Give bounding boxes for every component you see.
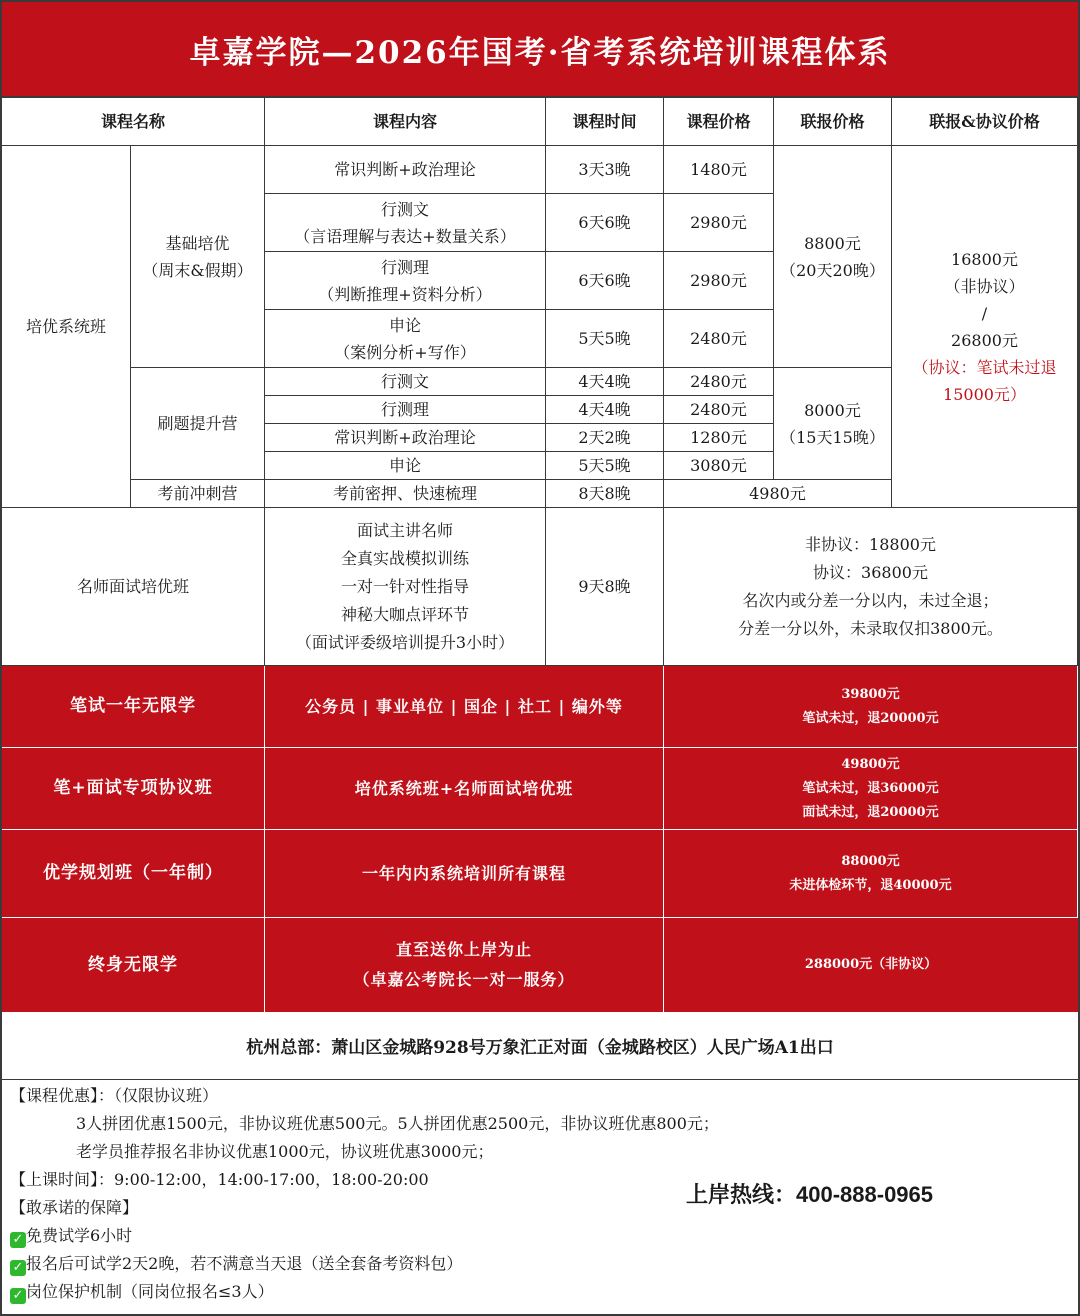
- discount-title: 【课程优惠】：（仅限协议班）: [10, 1086, 219, 1105]
- system-class-name: 培优系统班: [2, 146, 131, 508]
- sprint-content: 考前密押、快速梳理: [265, 480, 546, 508]
- drill-row-content: 申论: [265, 452, 546, 480]
- notes-section: [10, 1082, 719, 1306]
- header-combo-price: 联报价格: [774, 98, 892, 146]
- basic-row-content: 行测理 （判断推理+资料分析）: [265, 252, 546, 310]
- basic-combo-price: 8800元 （20天20晚）: [774, 146, 892, 368]
- header-course-price: 课程价格: [664, 98, 774, 146]
- basic-row-time: 6天6晚: [546, 194, 664, 252]
- premium-row-content: 直至送你上岸为止 （卓嘉公考院长一对一服务）: [265, 918, 664, 1012]
- headquarters-address: 杭州总部：萧山区金城路928号万象汇正对面（金城路校区）人民广场A1出口: [2, 1012, 1078, 1080]
- header-course-name: 课程名称: [2, 98, 265, 146]
- check-mark-icon: ✓: [10, 1232, 26, 1248]
- premium-row-name: 笔试一年无限学: [2, 666, 265, 748]
- refund-amount: 15000元）: [943, 384, 1026, 404]
- premium-row-name: 终身无限学: [2, 918, 265, 1012]
- interview-class-name: 名师面试培优班: [2, 508, 265, 666]
- sprint-group-name: 考前冲刺营: [131, 480, 265, 508]
- basic-row-price: 1480元: [664, 146, 774, 194]
- drill-row-content: 常识判断+政治理论: [265, 424, 546, 452]
- guarantee-title: 【敢承诺的保障】: [10, 1198, 139, 1217]
- drill-row-price: 2480元: [664, 396, 774, 424]
- drill-row-price: 2480元: [664, 368, 774, 396]
- guarantee-item: ✓ 岗位保护机制（同岗位报名≤3人）: [10, 1278, 710, 1306]
- basic-row-content: 常识判断+政治理论: [265, 146, 546, 194]
- header-agreement-price: 联报&协议价格: [892, 98, 1078, 146]
- class-time: 【上课时间】：9:00-12:00，14:00-17:00，18:00-20:00: [10, 1170, 429, 1189]
- basic-group-name-line2: （周末&假期）: [142, 260, 253, 280]
- refund-note: （协议：笔试未过退: [912, 357, 1057, 377]
- drill-row-time: 4天4晚: [546, 368, 664, 396]
- drill-row-time: 2天2晚: [546, 424, 664, 452]
- header-course-content: 课程内容: [265, 98, 546, 146]
- check-mark-icon: ✓: [10, 1260, 26, 1276]
- premium-row-content: 一年内内系统培训所有课程: [265, 830, 664, 918]
- guarantee-item: ✓ 免费试学6小时: [10, 1222, 710, 1250]
- basic-row-price: 2980元: [664, 194, 774, 252]
- basic-row-price: 2980元: [664, 252, 774, 310]
- interview-price: 非协议：18800元 协议：36800元 名次内或分差一分以内，未过全退； 分差一分以外，未录取仅扣3800元。: [664, 508, 1078, 666]
- premium-row-price: 288000元（非协议）: [804, 957, 938, 972]
- system-agreement-price: 16800元 （非协议） / 26800元 （协议：笔试未过退 15000元）: [892, 146, 1078, 508]
- guarantee-item: ✓ 报名后可试学2天2晚，若不满意当天退（送全套备考资料包）: [10, 1250, 710, 1278]
- sprint-price: 4980元: [664, 480, 892, 508]
- basic-row-time: 3天3晚: [546, 146, 664, 194]
- basic-row-content: 行测文 （言语理解与表达+数量关系）: [265, 194, 546, 252]
- interview-content: 面试主讲名师 全真实战模拟训练 一对一针对性指导 神秘大咖点评环节 （面试评委级培训提升3小时）: [265, 508, 546, 666]
- sprint-time: 8天8晚: [546, 480, 664, 508]
- basic-row-content: 申论 （案例分析+写作）: [265, 310, 546, 368]
- discount-line: 老学员推荐报名非协议优惠1000元，协议班优惠3000元；: [76, 1142, 494, 1161]
- drill-row-time: 4天4晚: [546, 396, 664, 424]
- drill-row-price: 1280元: [664, 424, 774, 452]
- premium-row-name: 优学规划班（一年制）: [2, 830, 265, 918]
- basic-group-name-line1: 基础培优: [165, 233, 230, 253]
- drill-group-name: 刷题提升营: [131, 368, 265, 480]
- header-course-time: 课程时间: [546, 98, 664, 146]
- discount-line: 3人拼团优惠1500元，非协议班优惠500元。5人拼团优惠2500元，非协议班优惠800元；: [76, 1114, 719, 1133]
- hotline: 上岸热线：400-888-0965: [686, 1182, 934, 1207]
- drill-combo-price: 8000元 （15天15晚）: [774, 368, 892, 480]
- drill-row-content: 行测理: [265, 396, 546, 424]
- premium-row-price: 39800元 笔试未过，退20000元: [664, 666, 1078, 748]
- drill-row-content: 行测文: [265, 368, 546, 396]
- drill-row-price: 3080元: [664, 452, 774, 480]
- premium-row-price: 49800元 笔试未过，退36000元 面试未过，退20000元: [664, 748, 1078, 830]
- basic-group-name: [131, 146, 265, 368]
- basic-row-time: 6天6晚: [546, 252, 664, 310]
- premium-row-name: 笔+面试专项协议班: [2, 748, 265, 830]
- premium-row-price: 88000元 未进体检环节，退40000元: [664, 830, 1078, 918]
- drill-row-time: 5天5晚: [546, 452, 664, 480]
- page-title: 卓嘉学院—2026年国考·省考系统培训课程体系: [2, 2, 1078, 98]
- basic-row-time: 5天5晚: [546, 310, 664, 368]
- interview-time: 9天8晚: [546, 508, 664, 666]
- check-mark-icon: ✓: [10, 1288, 26, 1304]
- basic-row-price: 2480元: [664, 310, 774, 368]
- premium-row-content: 公务员 | 事业单位 | 国企 | 社工 | 编外等: [265, 666, 664, 748]
- premium-row-content: 培优系统班+名师面试培优班: [265, 748, 664, 830]
